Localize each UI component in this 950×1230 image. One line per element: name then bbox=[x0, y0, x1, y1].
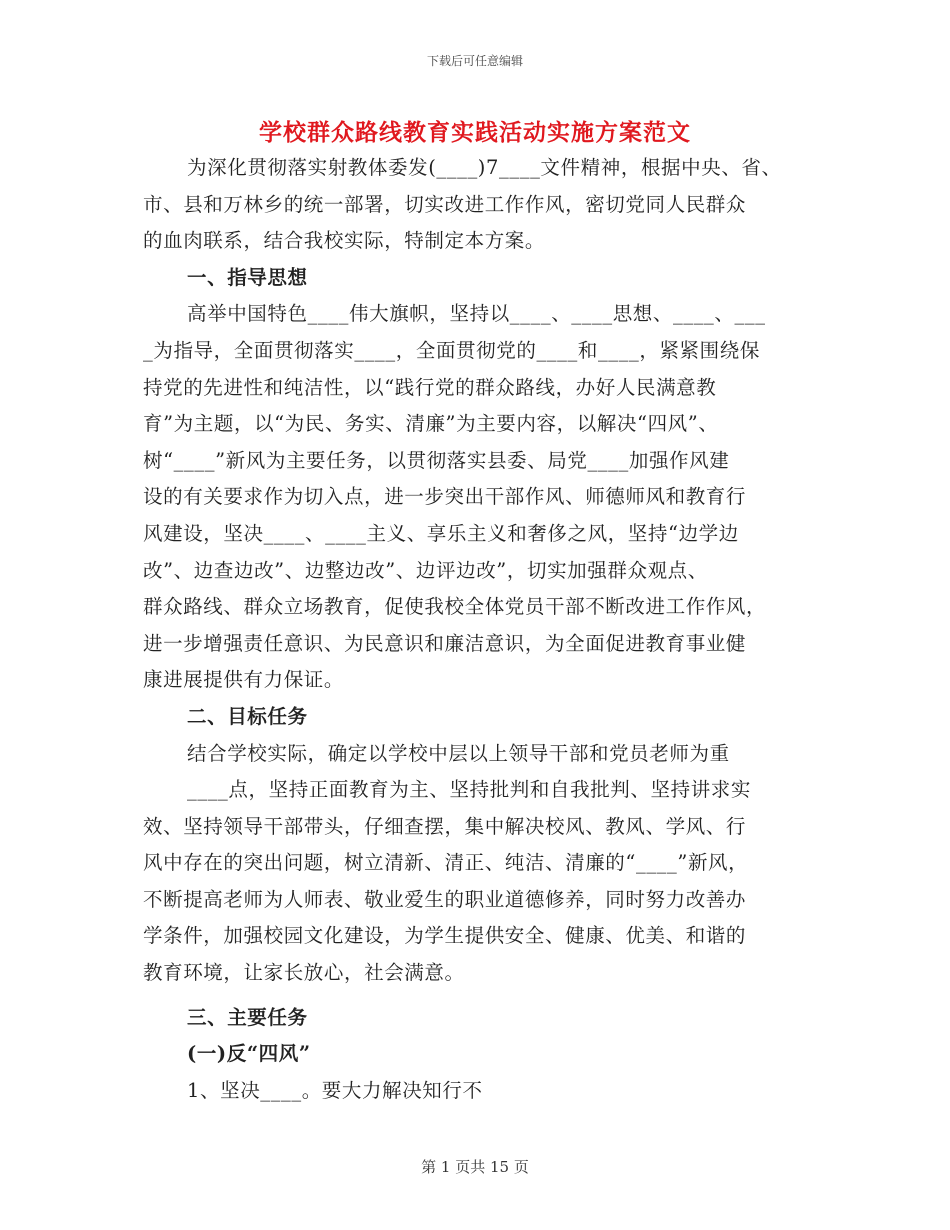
page-number: 第 1 页共 15 页 bbox=[421, 1158, 529, 1176]
document-body bbox=[143, 150, 833, 1109]
paragraph-line: 持党的先进性和纯洁性，以“践行党的群众路线，办好人民满意教 bbox=[143, 375, 717, 399]
paragraph-line: 的血肉联系，结合我校实际，特制定本方案。 bbox=[143, 229, 546, 253]
paragraph-line: 学条件，加强校园文化建设，为学生提供安全、健康、优美、和谐的 bbox=[143, 924, 747, 948]
paragraph-line: _为指导，全面贯彻落实____，全面贯彻党的____和____，紧紧围绕保 bbox=[143, 338, 760, 362]
paragraph-line: 效、坚持领导干部带头，仔细查摆，集中解决校风、教风、学风、行 bbox=[143, 814, 747, 838]
paragraph-line: 风建设，坚决____、____主义、享乐主义和奢侈之风，坚持“边学边 bbox=[143, 521, 739, 545]
paragraph-line: 结合学校实际，确定以学校中层以上领导干部和党员老师为重 bbox=[187, 741, 730, 765]
paragraph-line: 1、坚决____。要大力解决知行不 bbox=[187, 1078, 483, 1102]
paragraph-line: 不断提高老师为人师表、敬业爱生的职业道德修养，同时努力改善办 bbox=[143, 887, 747, 911]
paragraph-line: 树“____”新风为主要任务，以贯彻落实县委、局党____加强作风建 bbox=[143, 448, 730, 472]
paragraph-line: 高举中国特色____伟大旗帜，坚持以____、____思想、____、___ bbox=[187, 302, 766, 326]
paragraph-line: 风中存在的突出问题，树立清新、清正、纯洁、清廉的“____”新风， bbox=[143, 851, 749, 875]
page-header-note: 下载后可任意编辑 bbox=[426, 54, 523, 68]
section-heading: 一、指导思想 bbox=[187, 265, 308, 289]
paragraph-line: ____点，坚持正面教育为主、坚持批判和自我批判、坚持讲求实 bbox=[187, 778, 752, 802]
paragraph-line: 教育环境，让家长放心，社会满意。 bbox=[143, 961, 465, 985]
paragraph-line: 进一步增强责任意识、为民意识和廉洁意识，为全面促进教育事业健 bbox=[143, 631, 747, 655]
paragraph-line: 设的有关要求作为切入点，进一步突出干部作风、师德师风和教育行 bbox=[143, 485, 747, 509]
paragraph-line: 康进展提供有力保证。 bbox=[143, 668, 345, 692]
paragraph-line: 改”、边查边改”、边整边改”、边评边改”，切实加强群众观点、 bbox=[143, 558, 708, 582]
paragraph-line: 群众路线、群众立场教育，促使我校全体党员干部不断改进工作作风， bbox=[143, 595, 767, 619]
section-heading: (一)反“四风” bbox=[187, 1042, 311, 1066]
document-title: 学校群众路线教育实践活动实施方案范文 bbox=[259, 119, 691, 146]
section-heading: 三、主要任务 bbox=[187, 1005, 308, 1029]
paragraph-line: 为深化贯彻落实射教体委发(____)7____文件精神，根据中央、省、 bbox=[187, 156, 782, 179]
section-heading: 二、目标任务 bbox=[187, 704, 308, 728]
paragraph-line: 市、县和万林乡的统一部署，切实改进工作作风，密切党同人民群众 bbox=[143, 192, 747, 216]
paragraph-line: 育”为主题，以“为民、务实、清廉”为主要内容，以解决“四风”、 bbox=[143, 412, 719, 436]
